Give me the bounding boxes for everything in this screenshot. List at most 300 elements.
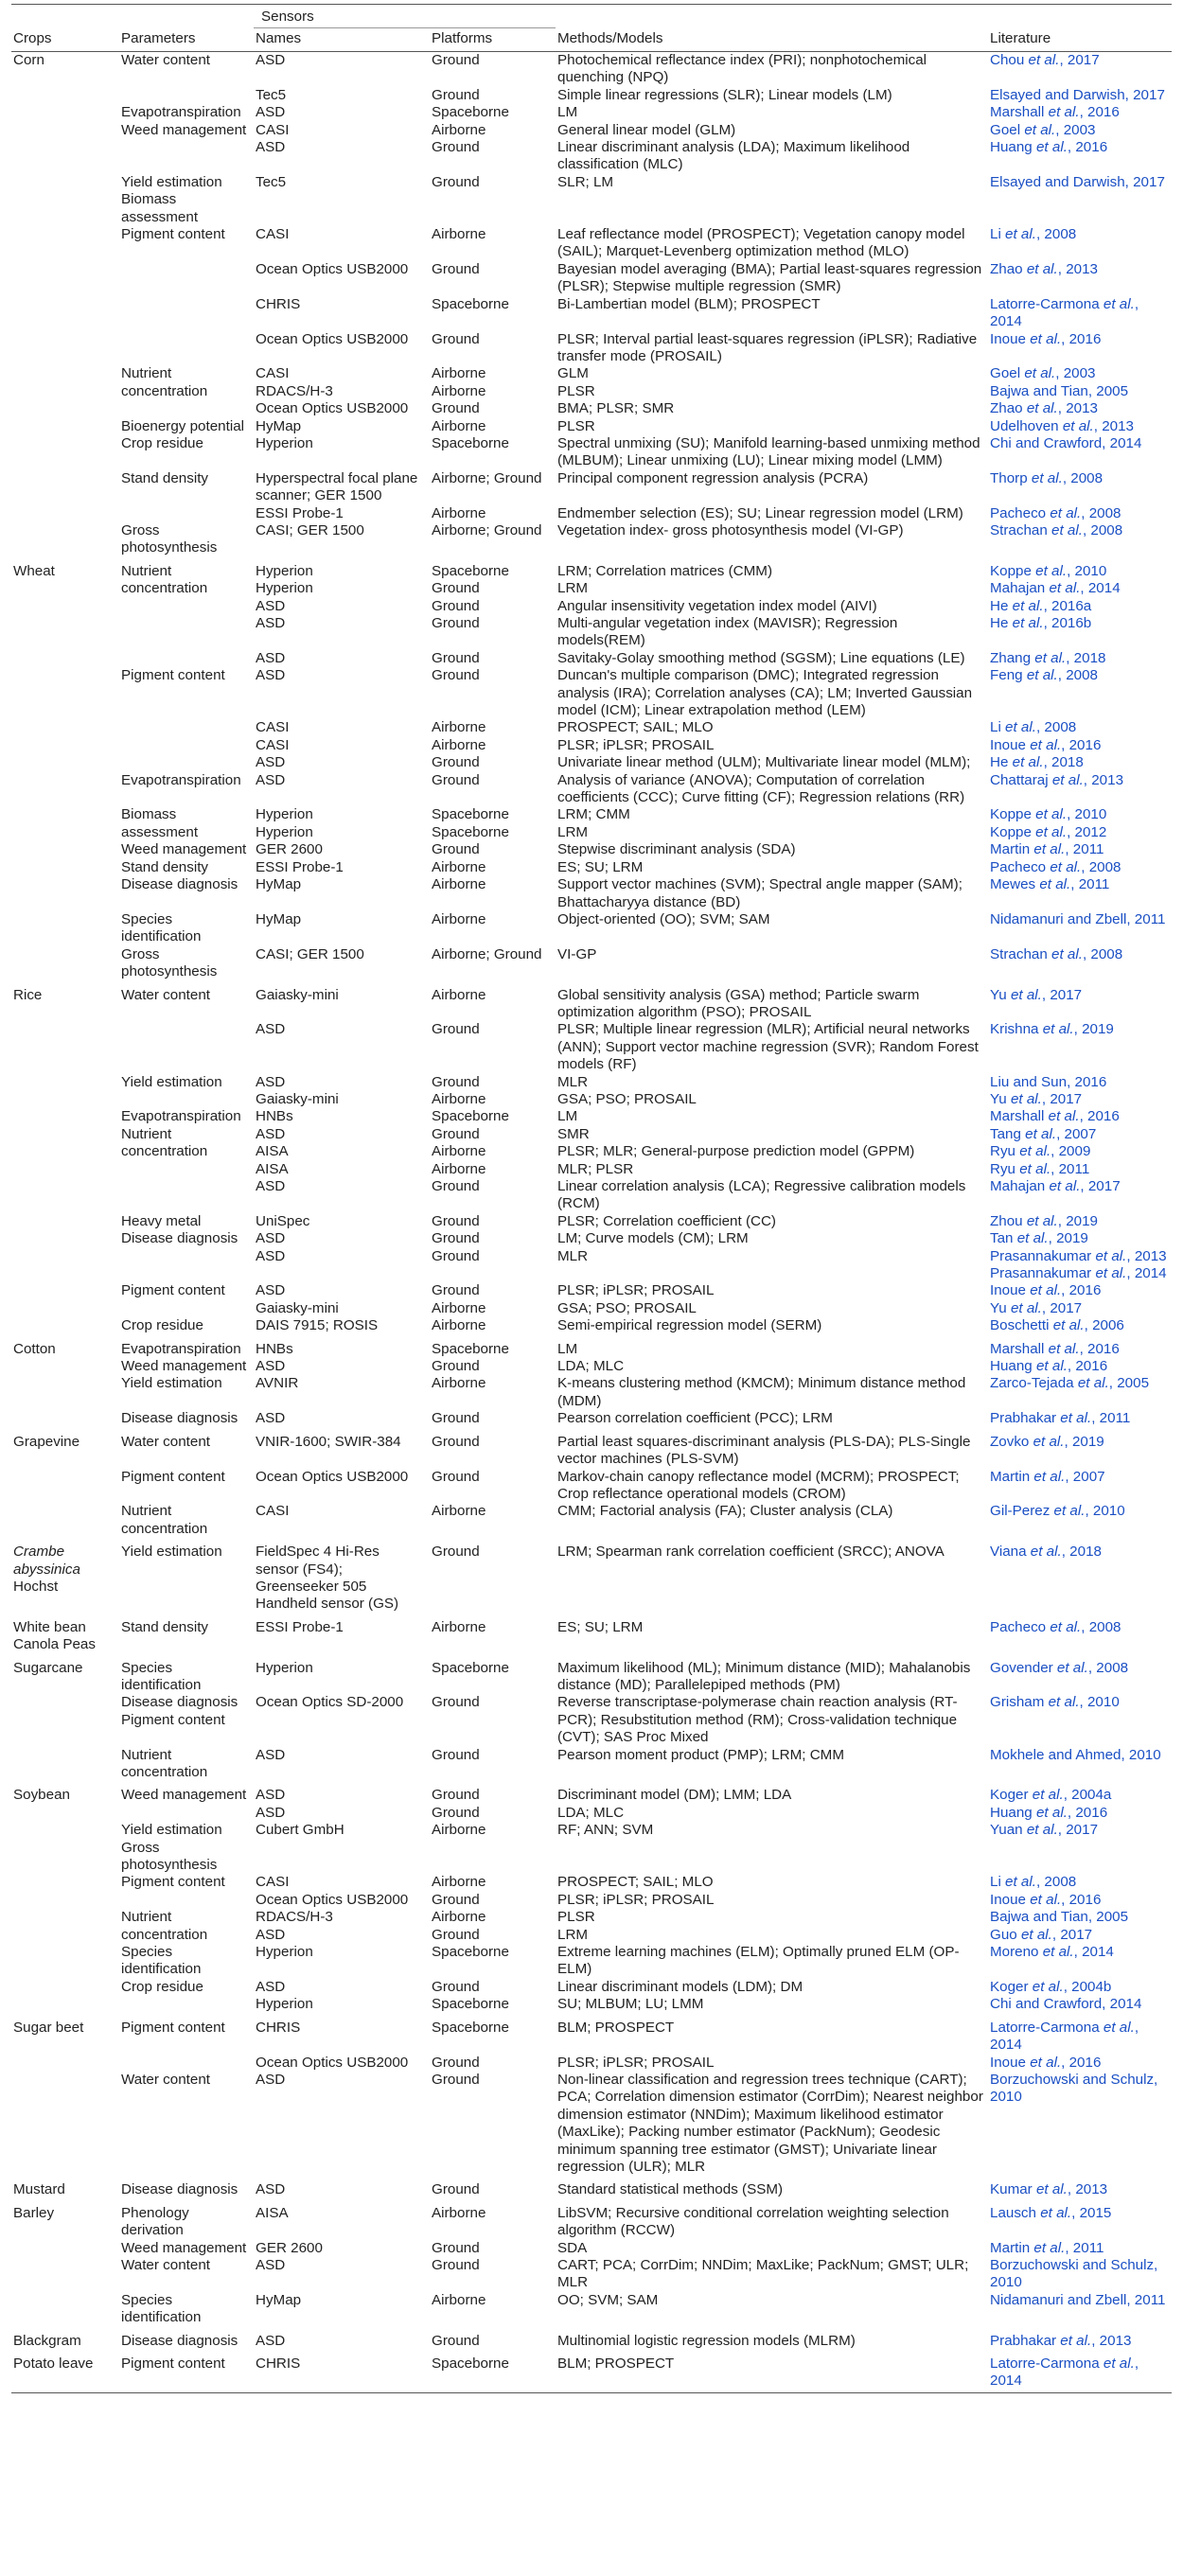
literature-cell [988,772,1172,807]
crop-cell: Corn [13,52,44,68]
table-row [11,122,1172,174]
method-cell [556,1840,988,1875]
citation-link[interactable]: Tang et al., 2007 [990,1125,1097,1142]
citation-link[interactable]: Chou et al., 2017 [990,52,1100,68]
citation-link[interactable]: Inoue et al., 2016 [990,1891,1102,1908]
parameter-cell: Yield estimation [121,1375,222,1392]
method-cell: Bi-Lambertian model (BLM); PROSPECT [557,295,821,312]
method-cell: CART; PCA; CorrDim; NNDim; MaxLike; PackNum; GMST; ULR; MLR [557,2256,969,2291]
table-row [11,841,1172,858]
crop-cell [11,1944,119,1979]
parameter-cell: Pigment content [119,2350,254,2392]
crop-cell [11,435,119,470]
literature-cell [988,1428,1172,1469]
platform-cell: Airborne; Ground [432,469,542,486]
literature-cell [988,1230,1172,1282]
table-row [11,667,1172,719]
sensor-name-cell: Hyperion [256,1659,313,1676]
method-cell: Bayesian model averaging (BMA); Partial least-squares regression (PLSR); Stepwise multiple regression (SMR) [557,260,982,295]
citation-link[interactable]: Bajwa and Tian, 2005 [990,382,1129,399]
sensor-name-cell: UniSpec [256,1212,310,1229]
method-cell: LM [557,1108,578,1125]
table-row [11,505,1172,522]
crop-cell [11,1503,119,1538]
table-row [11,1538,1172,1614]
table-row [11,174,1172,191]
parameter-cell: Evapotranspiration [121,1108,241,1125]
literature-cell [988,2055,1172,2072]
platform-cell: Airborne Airborne Ground [432,365,486,417]
sensor-name-cell: CASI RDACS/H-3 Ocean Optics USB2000 [256,365,409,417]
platform-cell: Airborne [432,858,486,875]
method-cell: PLSR; iPLSR; PROSAIL [557,2054,715,2071]
literature-cell [988,2014,1172,2055]
parameter-cell: Crop residue [121,1978,203,1995]
literature-cell [988,859,1172,876]
parameter-cell: Yield estimation [121,173,222,190]
parameter-cell: Phenology derivation [121,2204,189,2239]
citation-link[interactable]: Yuan et al., 2017 [990,1822,1099,1839]
parameter-cell: Nutrient concentration [121,1503,208,1537]
literature-cell [988,1747,1172,1782]
literature-cell [988,1358,1172,1375]
crop-cell [11,806,119,841]
table-row [11,1358,1172,1375]
platform-cell: Ground [432,2239,480,2256]
parameter-cell: Water content [121,2256,210,2273]
crop-cell: Cotton [13,1340,56,1357]
literature-cell [988,2327,1172,2350]
sensor-name-cell: Ocean Optics SD-2000 [256,1694,404,1711]
citation-link[interactable]: Lausch et al., 2015 [990,2204,1112,2221]
parameter-cell [119,296,254,331]
sensor-name-cell: CASI CASI ASD [256,719,290,771]
citation-link[interactable]: Guo et al., 2017 [990,1926,1093,1943]
parameter-cell: Gross photosynthesis [121,945,218,980]
header-crops: Crops [11,28,119,52]
table-row [11,859,1172,876]
crop-cell [11,2292,119,2327]
method-cell: PLSR; Multiple linear regression (MLR); Artificial neural networks (ANN); Support vector machine regression (SVR); Random Forest models (RF) [557,1021,979,1073]
citation-link[interactable]: Marshall et al., 2016 [990,1108,1120,1125]
citation-link[interactable]: Liu and Sun, 2016 [990,1073,1107,1090]
citation-link[interactable]: He et al., 2018 [990,754,1084,771]
literature-cell [988,122,1172,174]
platform-cell: Spaceborne [432,1659,509,1676]
literature-cell [988,1874,1172,1909]
platform-cell: Ground [432,52,480,68]
table-row [11,1428,1172,1469]
platform-cell: Ground [432,2054,480,2071]
literature-cell [988,174,1172,191]
platform-cell: Spaceborne [432,2019,509,2036]
citation-link[interactable]: Udelhoven et al., 2013 [990,417,1135,434]
platform-cell: Airborne; Ground [432,521,542,538]
method-cell: MLR GSA; PSO; PROSAIL [557,1073,697,1107]
citation-link[interactable]: Bajwa and Tian, 2005 [990,1909,1129,1926]
citation-link[interactable]: Zhou et al., 2019 [990,1212,1099,1229]
literature-cell [988,470,1172,505]
literature-cell [988,2176,1172,2198]
citation-link[interactable]: Li et al., 2008 [990,1874,1077,1891]
sensor-name-cell: Ocean Optics USB2000 [256,330,409,347]
crop-cell [11,1979,119,2014]
citation-link[interactable]: Pacheco et al., 2008 [990,858,1121,875]
citation-link[interactable]: Koger et al., 2004b [990,1978,1112,1995]
literature-cell [988,191,1172,226]
sensor-name-cell: ASD [256,667,286,684]
citation-link[interactable]: Mahajan et al., 2014 [990,580,1121,597]
crop-cell [11,1213,119,1230]
citation-link[interactable]: Marshall et al., 2016 [990,1340,1120,1357]
platform-cell: Ground [432,1694,480,1711]
parameter-cell: Nutrient concentration [121,365,208,399]
crop-cell [11,1375,119,1410]
parameter-cell: Nutrient concentration [121,562,208,597]
crop-cell [11,505,119,522]
citation-link[interactable]: Thorp et al., 2008 [990,469,1104,486]
table-row [11,2240,1172,2257]
citation-link[interactable]: Strachan et al., 2008 [990,521,1123,538]
citation-link[interactable]: Chattaraj et al., 2013 [990,771,1124,788]
sensor-name-cell: ASD Gaiasky-mini [256,1282,339,1316]
platform-cell: Spaceborne Ground Ground Ground [432,562,509,631]
citation-link[interactable]: Ryu et al., 2009 [990,1143,1091,1160]
literature-cell [988,876,1172,911]
literature-cell [988,1654,1172,1695]
sensor-name-cell: ASD [256,104,286,121]
citation-link[interactable]: Huang et al., 2016 [990,1804,1108,1821]
parameter-cell: Disease diagnosis [121,1230,238,1247]
table-row [11,2014,1172,2055]
citation-link[interactable]: Feng et al., 2008 [990,667,1099,684]
platform-cell: Airborne [432,910,486,927]
platform-cell: Airborne [432,1822,486,1839]
citation-link[interactable]: Koppe et al., 2010 [990,806,1107,823]
sensor-name-cell: Tec5 [256,173,287,190]
literature-cell [988,365,1172,417]
parameter-cell: Weed management [121,121,247,138]
platform-cell: Spaceborne Spaceborne [432,806,509,840]
citation-link[interactable]: Krishna et al., 2019 [990,1021,1114,1038]
citation-link[interactable]: Ryu et al., 2011 [990,1160,1090,1177]
citation-link[interactable]: Nidamanuri and Zbell, 2011 [990,910,1166,927]
literature-cell [988,1317,1172,1334]
table-body [11,52,1172,2393]
citation-link[interactable]: Yu et al., 2017 [990,1090,1083,1107]
table-row [11,557,1172,650]
citation-link[interactable]: Martin et al., 2011 [990,2239,1104,2256]
citation-link[interactable]: Li et al., 2008 [990,719,1077,736]
sensor-name-cell: ASD [256,52,286,68]
sensor-name-cell: AISA [256,2204,289,2221]
table-row [11,1944,1172,1979]
citation-link[interactable]: Marshall et al., 2016 [990,104,1120,121]
method-cell: Linear discriminant models (LDM); DM SU; MLBUM; LU; LMM [557,1978,803,2013]
citation-link[interactable]: Nidamanuri and Zbell, 2011 [990,2291,1166,2308]
literature-cell [988,1944,1172,1979]
crop-cell [11,174,119,191]
parameter-cell: Stand density [121,469,209,486]
method-cell: Principal component regression analysis (PCRA) [557,469,869,486]
sensor-name-cell: CASI; GER 1500 [256,521,364,538]
citation-link[interactable]: Latorre-Carmona et al., 2014 [990,2355,1139,2390]
crop-cell: Mustard [13,2181,65,2198]
sensor-name-cell: Hyperion Hyperion ASD ASD [256,562,313,631]
parameter-cell: Water content [121,52,210,68]
literature-cell [988,1538,1172,1614]
citation-link[interactable]: Latorre-Carmona et al., 2014 [990,295,1139,330]
literature-cell [988,261,1172,296]
platform-cell: Airborne [432,986,486,1003]
platform-cell: Airborne [432,876,486,893]
table-row [11,1503,1172,1538]
platform-cell: Airborne [432,1503,486,1520]
citation-link[interactable]: Zhao et al., 2013 [990,260,1099,277]
crop-cell [11,1874,119,1909]
table-row [11,226,1172,261]
crop-cell [11,2055,119,2072]
crop-cell: Barley [13,2204,55,2221]
literature-cell [988,522,1172,557]
sensor-name-cell: AVNIR [256,1375,299,1392]
literature-cell [988,2257,1172,2292]
table-row [11,52,1172,87]
crop-cell: Wheat [13,562,55,579]
platform-cell: Spaceborne [432,104,509,121]
citation-link[interactable]: Huang et al., 2016 [990,139,1108,156]
crop-cell [11,1074,119,1109]
table-row [11,1747,1172,1782]
citation-link[interactable]: Govender et al., 2008 [990,1659,1129,1676]
platform-cell: Airborne Ground [432,1874,486,1908]
citation-link[interactable]: Latorre-Carmona et al., 2014 [990,2019,1139,2054]
crop-cell [11,261,119,296]
platform-cell: Ground [432,1746,480,1763]
platform-cell: Ground [432,1433,480,1450]
parameter-cell [119,1021,254,1073]
citation-link[interactable]: Martin et al., 2011 [990,841,1104,858]
parameter-cell: Pigment content [121,2019,225,2036]
parameter-cell [119,719,254,771]
citation-link[interactable]: Huang et al., 2016 [990,1358,1108,1375]
sensor-name-cell: HyMap [256,2291,302,2308]
citation-link[interactable]: Pacheco et al., 2008 [990,1618,1121,1635]
citation-link[interactable]: Inoue et al., 2016 [990,736,1102,753]
crop-cell [11,331,119,366]
method-cell: Non-linear classification and regression trees technique (CART); PCA; Correlation dimension estimator (CorrDim); Nearest neighbor dimension estimator (NNDim); Maximum likelihood estimator (MaxLike); Packing number estimator (PackNum); Geodesic minimum spanning tree estimator (GMST); Univariate linear regression (ULR); MLR [557,2071,983,2175]
literature-cell [988,2199,1172,2240]
parameter-cell [119,650,254,667]
sensor-name-cell: ASD [256,2071,286,2088]
literature-cell [988,1822,1172,1839]
method-cell: Standard statistical methods (SSM) [557,2181,784,2198]
citation-link[interactable]: Kumar et al., 2013 [990,2181,1108,2198]
sensor-name-cell: ASD [256,1410,286,1427]
table-row [11,2327,1172,2350]
platform-cell: Ground [432,1410,480,1427]
literature-cell [988,911,1172,946]
platform-cell: Ground [432,330,480,347]
literature-cell [988,1213,1172,1230]
parameter-cell: Evapotranspiration [121,1340,241,1357]
sensor-name-cell: ESSI Probe-1 [256,858,344,875]
method-cell: Analysis of variance (ANOVA); Computation of correlation coefficients (CCC); Curve fitting (CF); Regression relations (RR) [557,771,965,806]
citation-link[interactable]: Prabhakar et al., 2013 [990,2332,1132,2349]
sensor-name-cell: Tec5 [256,86,287,103]
crop-cell [11,1410,119,1427]
citation-link[interactable]: Inoue et al., 2016 [990,330,1102,347]
table-row [11,104,1172,121]
crop-cell [11,1021,119,1073]
platform-cell: Ground Ground [432,1230,480,1264]
parameter-cell: Pigment content [121,1468,225,1485]
citation-link[interactable]: Zhang et al., 2018 [990,649,1106,666]
parameter-cell: Water content [121,2071,210,2088]
citation-link[interactable]: Mokhele and Ahmed, 2010 [990,1746,1161,1763]
sensor-name-cell: FieldSpec 4 Hi-Res sensor (FS4); Greenseeker 505 Handheld sensor (GS) [256,1544,399,1613]
table-row [11,1213,1172,1230]
citation-link[interactable]: Strachan et al., 2008 [990,945,1123,962]
table-row [11,650,1172,667]
citation-link[interactable]: Zovko et al., 2019 [990,1433,1104,1450]
literature-cell [988,1503,1172,1538]
citation-link[interactable]: Li et al., 2008 [990,226,1077,243]
method-cell: LRM; Correlation matrices (CMM) LRM Angular insensitivity vegetation index model (AIVI) Multi-angular vegetation index (MAVISR); Regression models(REM) [557,562,898,649]
citation-link[interactable]: Elsayed and Darwish, 2017 [990,86,1165,103]
literature-cell [988,841,1172,858]
table-row [11,1874,1172,1909]
citation-link[interactable]: Gil-Perez et al., 2010 [990,1503,1125,1520]
method-cell: CMM; Factorial analysis (FA); Cluster analysis (CLA) [557,1503,893,1520]
platform-cell: Ground [432,260,480,277]
crop-cell: Rice [13,986,43,1003]
citation-link[interactable]: Boschetti et al., 2006 [990,1317,1124,1334]
sensor-name-cell: DAIS 7915; ROSIS [256,1317,379,1334]
table-row [11,1614,1172,1654]
method-cell: Extreme learning machines (ELM); Optimally pruned ELM (OP-ELM) [557,1944,960,1978]
platform-cell: Ground [432,771,480,788]
citation-link[interactable]: Prasannakumar et al., 2013 [990,1247,1167,1264]
platform-cell: Spaceborne [432,295,509,312]
citation-link[interactable]: Koppe et al., 2010 [990,562,1107,579]
parameter-cell [119,2055,254,2072]
sensor-name-cell: ASD ASD [256,1230,286,1264]
sensor-name-cell [254,191,430,226]
method-cell: Discriminant model (DM); LMM; LDA LDA; MLC [557,1787,792,1821]
method-cell: BLM; PROSPECT [557,2019,675,2036]
sensor-name-cell: Ocean Optics USB2000 [256,2054,409,2071]
sensor-name-cell: Cubert GmbH [256,1822,344,1839]
parameter-cell: Gross photosynthesis [121,521,218,556]
table-row [11,1317,1172,1334]
parameter-cell: Crop residue [121,434,203,451]
table-row [11,331,1172,366]
citation-link[interactable]: Chi and Crawford, 2014 [990,434,1142,451]
parameter-cell: Pigment content [121,226,225,243]
method-cell: Savitaky-Golay smoothing method (SGSM); Line equations (LE) [557,649,965,666]
citation-link[interactable]: Prasannakumar et al., 2014 [990,1265,1167,1282]
citation-link[interactable]: Viana et al., 2018 [990,1544,1102,1561]
crop-cell [11,1230,119,1282]
platform-cell: Spaceborne [432,434,509,451]
citation-link[interactable]: He et al., 2016b [990,615,1092,631]
citation-link[interactable]: Goel et al., 2003 [990,121,1096,138]
parameter-cell: Disease diagnosis [121,2332,238,2349]
crop-cell [11,191,119,226]
table-row [11,876,1172,911]
citation-link[interactable]: Elsayed and Darwish, 2017 [990,173,1165,190]
literature-cell [988,557,1172,650]
method-cell: PLSR LRM [557,1909,595,1943]
citation-link[interactable]: Grisham et al., 2010 [990,1694,1120,1711]
parameter-cell: Weed management [121,1787,247,1804]
table-row [11,1822,1172,1839]
citation-link[interactable]: Yu et al., 2017 [990,986,1083,1003]
sensor-name-cell: ASD AISA AISA ASD [256,1125,289,1194]
literature-cell [988,2350,1172,2392]
citation-link[interactable]: Prabhakar et al., 2011 [990,1410,1131,1427]
citation-link[interactable]: Koppe et al., 2012 [990,823,1107,840]
platform-cell: Ground [432,173,480,190]
method-cell: Semi-empirical regression model (SERM) [557,1317,822,1334]
method-cell: ES; SU; LRM [557,858,644,875]
citation-link[interactable]: Goel et al., 2003 [990,365,1096,382]
citation-link[interactable]: Moreno et al., 2014 [990,1944,1114,1961]
citation-link[interactable]: Yu et al., 2017 [990,1299,1083,1316]
table-row [11,435,1172,470]
platform-cell: Ground Airborne Airborne Ground [432,1125,486,1194]
method-cell: General linear model (GLM) Linear discriminant analysis (LDA); Maximum likelihood classification (MLC) [557,121,910,173]
sensor-name-cell: ASD [256,2256,286,2273]
citation-link[interactable]: Tan et al., 2019 [990,1230,1088,1247]
citation-link[interactable]: Zarco-Tejada et al., 2005 [990,1375,1150,1392]
sensor-name-cell: ASD Gaiasky-mini [256,1073,339,1107]
crop-cell [11,911,119,946]
table-row [11,1909,1172,1944]
sensor-name-cell: RDACS/H-3 ASD [256,1909,333,1943]
literature-cell [988,1074,1172,1109]
sensor-name-cell: ASD Hyperion [256,1978,313,2013]
citation-link[interactable]: Borzuchowski and Schulz, 2010 [990,2071,1158,2106]
citation-link[interactable]: He et al., 2016a [990,597,1092,614]
citation-link[interactable]: Chi and Crawford, 2014 [990,1996,1142,2013]
citation-link[interactable]: Inoue et al., 2016 [990,1282,1102,1299]
citation-link[interactable]: Martin et al., 2007 [990,1468,1105,1485]
citation-link[interactable]: Mahajan et al., 2017 [990,1178,1121,1194]
platform-cell: Spaceborne [432,1340,509,1357]
platform-cell: Airborne Airborne Ground [432,719,486,771]
sensor-methods-table [11,4,1172,2393]
citation-link[interactable]: Koger et al., 2004a [990,1787,1112,1804]
citation-link[interactable]: Zhao et al., 2013 [990,400,1099,417]
citation-link[interactable]: Pacheco et al., 2008 [990,504,1121,521]
citation-link[interactable]: Inoue et al., 2016 [990,2054,1102,2071]
crop-cell [11,2257,119,2292]
citation-link[interactable]: Borzuchowski and Schulz, 2010 [990,2256,1158,2291]
parameter-cell: Pigment content [121,1874,225,1891]
platform-cell: Airborne Ground [432,1909,486,1943]
citation-link[interactable]: Mewes et al., 2011 [990,876,1110,893]
method-cell: LM [557,104,578,121]
platform-cell: Ground [432,667,480,684]
table-row [11,806,1172,841]
method-cell: PROSPECT; SAIL; MLO PLSR; iPLSR; PROSAIL Univariate linear method (ULM); Multivariate linear model (MLM); [557,719,971,771]
literature-cell [988,331,1172,366]
literature-cell [988,1694,1172,1746]
crop-cell [11,87,119,104]
crop-cell: Sugar beet [13,2019,84,2036]
